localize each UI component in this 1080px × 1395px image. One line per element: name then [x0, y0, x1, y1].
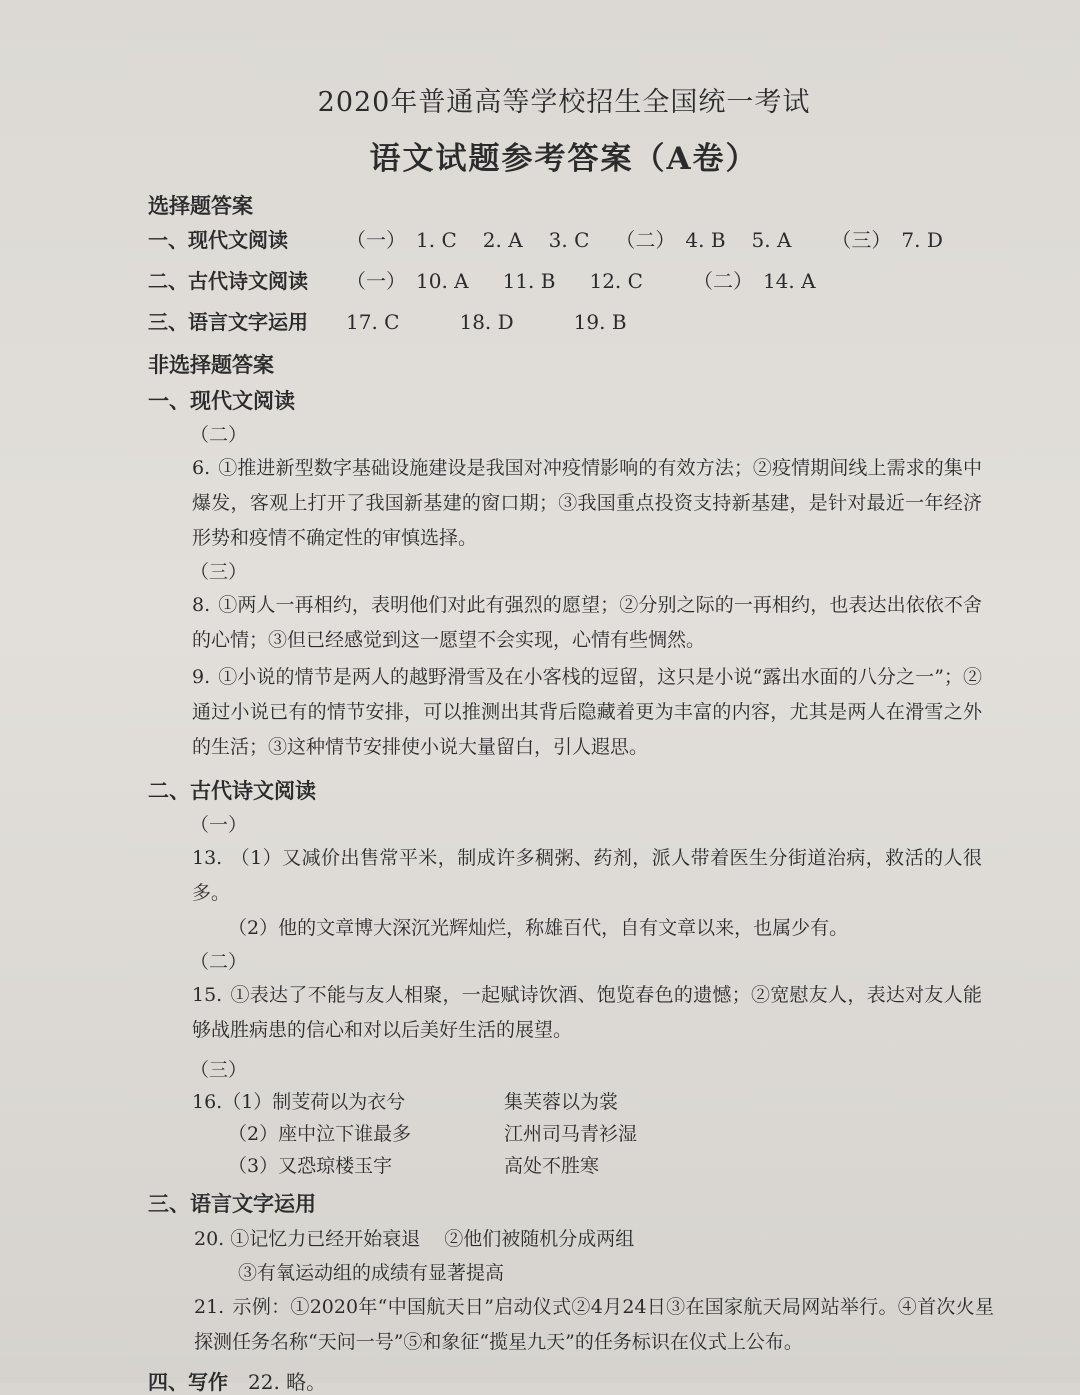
exam-title: 2020年普通高等学校招生全国统一考试 [317, 87, 811, 118]
choice-answer: 2. A [482, 228, 523, 252]
answer-text: （2）座中泣下谁最多 [228, 1123, 412, 1145]
answer-text: 高处不胜寒 [504, 1155, 600, 1177]
choice-answer: （一） [346, 269, 406, 293]
answer-text: （3）又恐琼楼玉宇 [228, 1155, 393, 1177]
answer-q16-2 [192, 1118, 1000, 1150]
section-title: 二、古代诗文阅读 [148, 779, 316, 803]
choice-answer: 3. C [548, 228, 590, 252]
answer-q16-1 [192, 1086, 1000, 1118]
choice-answer: 7. D [901, 228, 943, 252]
nonchoice-heading: 非选择题答案 [148, 353, 274, 377]
choice-heading: 选择题答案 [148, 194, 253, 218]
choice-row-classical [148, 261, 1000, 302]
answer-q6 [192, 451, 982, 556]
choice-row-language [148, 302, 1000, 343]
question-number: 8. [192, 594, 211, 616]
question-number: 16. [192, 1091, 223, 1113]
choice-answer: 18. D [459, 310, 514, 334]
answer-title: 语文试题参考答案（A卷） [369, 141, 759, 177]
answer-q9 [192, 660, 982, 765]
answer-text: 江州司马青衫湿 [504, 1123, 638, 1145]
answer-text: ①小说的情节是两人的越野滑雪及在小客栈的逗留，这只是小说“露出水面的八分之一”；②通过小说已有的情节安排，可以推测出其背后隐藏着更为丰富的内容，尤其是两人在滑雪之外的生活；③这种情节安排使小说大量留白，引人遐思。 [192, 666, 982, 758]
choice-answer: 1. C [416, 228, 457, 252]
choice-answer: 4. B [685, 228, 726, 252]
section-title: 三、语言文字运用 [148, 1192, 316, 1216]
section-title: 四、写作 [148, 1370, 228, 1394]
answer-q16-3 [192, 1150, 1000, 1182]
question-number: 9. [192, 666, 211, 688]
answer-q8 [192, 588, 982, 658]
question-number: 20. [194, 1228, 225, 1250]
subsection-label: （二） [190, 424, 248, 446]
choice-answer: 17. C [346, 310, 400, 334]
answer-text: ①两人一再相约，表明他们对此有强烈的愿望；②分别之际的一再相约，也表达出依依不舍的心情；③但已经感觉到这一愿望不会实现，心情有些惆然。 [192, 594, 982, 651]
choice-answer: 19. B [573, 310, 627, 334]
question-number: 13. [192, 847, 223, 869]
answer-q21 [194, 1290, 994, 1360]
answer-q13-1 [192, 841, 982, 911]
subsection-label: （二） [190, 951, 248, 973]
question-number: 6. [192, 457, 211, 479]
choice-answer: 14. A [762, 269, 816, 293]
choice-answer: 12. C [589, 269, 643, 293]
answer-text: ①表达了不能与友人相聚，一起赋诗饮酒、饱览春色的遗憾；②宽慰友人，表达对友人能够战胜病患的信心和对以后美好生活的展望。 [192, 984, 982, 1041]
section-title: 一、现代文阅读 [148, 389, 295, 413]
choice-answer: （三） [831, 228, 892, 252]
answer-text: （1）又减价出售常平米，制成许多稠粥、药剂，派人带着医生分街道治病，救活的人很多。 [192, 847, 982, 904]
subsection-label: （三） [190, 1059, 248, 1081]
answer-q15 [192, 978, 982, 1048]
row-label: 三、语言文字运用 [148, 310, 308, 334]
subsection-label: （三） [190, 561, 248, 583]
answer-text: 22. 略。 [248, 1370, 327, 1394]
choice-answer: 5. A [751, 228, 792, 252]
choice-row-modern [148, 220, 1000, 261]
answer-q13-2: （2）他的文章博大深沉光辉灿烂，称雄百代，自有文章以来，也属少有。 [228, 917, 849, 939]
row-label: 一、现代文阅读 [148, 228, 288, 252]
choice-answer: （二） [615, 228, 676, 252]
choice-answer: （二） [692, 269, 753, 293]
question-number: 15. [192, 984, 223, 1006]
answer-text: ①推进新型数字基础设施建设是我国对冲疫情影响的有效方法；②疫情期间线上需求的集中爆发，客观上打开了我国新基建的窗口期；③我国重点投资支持新基建，是针对最近一年经济形势和疫情不确定性的审慎选择。 [192, 457, 982, 549]
answer-q20-c: ③有氧运动组的成绩有显著提高 [238, 1262, 505, 1284]
choice-answer: 11. B [502, 269, 556, 293]
answer-text: （1）制芰荷以为衣兮 [222, 1091, 406, 1113]
answer-q20 [194, 1222, 1000, 1256]
answer-text: ②他们被随机分成两组 [444, 1228, 635, 1250]
answer-text: 集芙蓉以为裳 [504, 1091, 619, 1113]
answer-text: 示例：①2020年“中国航天日”启动仪式②4月24日③在国家航天局网站举行。④首次火星探测任务名称“天问一号”⑤和象征“揽星九天”的任务标识在仪式上公布。 [194, 1296, 994, 1353]
question-number: 21. [194, 1296, 225, 1318]
choice-answer: （一） [346, 228, 406, 252]
choice-answer: 10. A [416, 269, 469, 293]
answer-text: ①记忆力已经开始衰退 [230, 1228, 421, 1250]
section-writing [148, 1366, 1000, 1395]
subsection-label: （一） [190, 814, 248, 836]
row-label: 二、古代诗文阅读 [148, 269, 308, 293]
